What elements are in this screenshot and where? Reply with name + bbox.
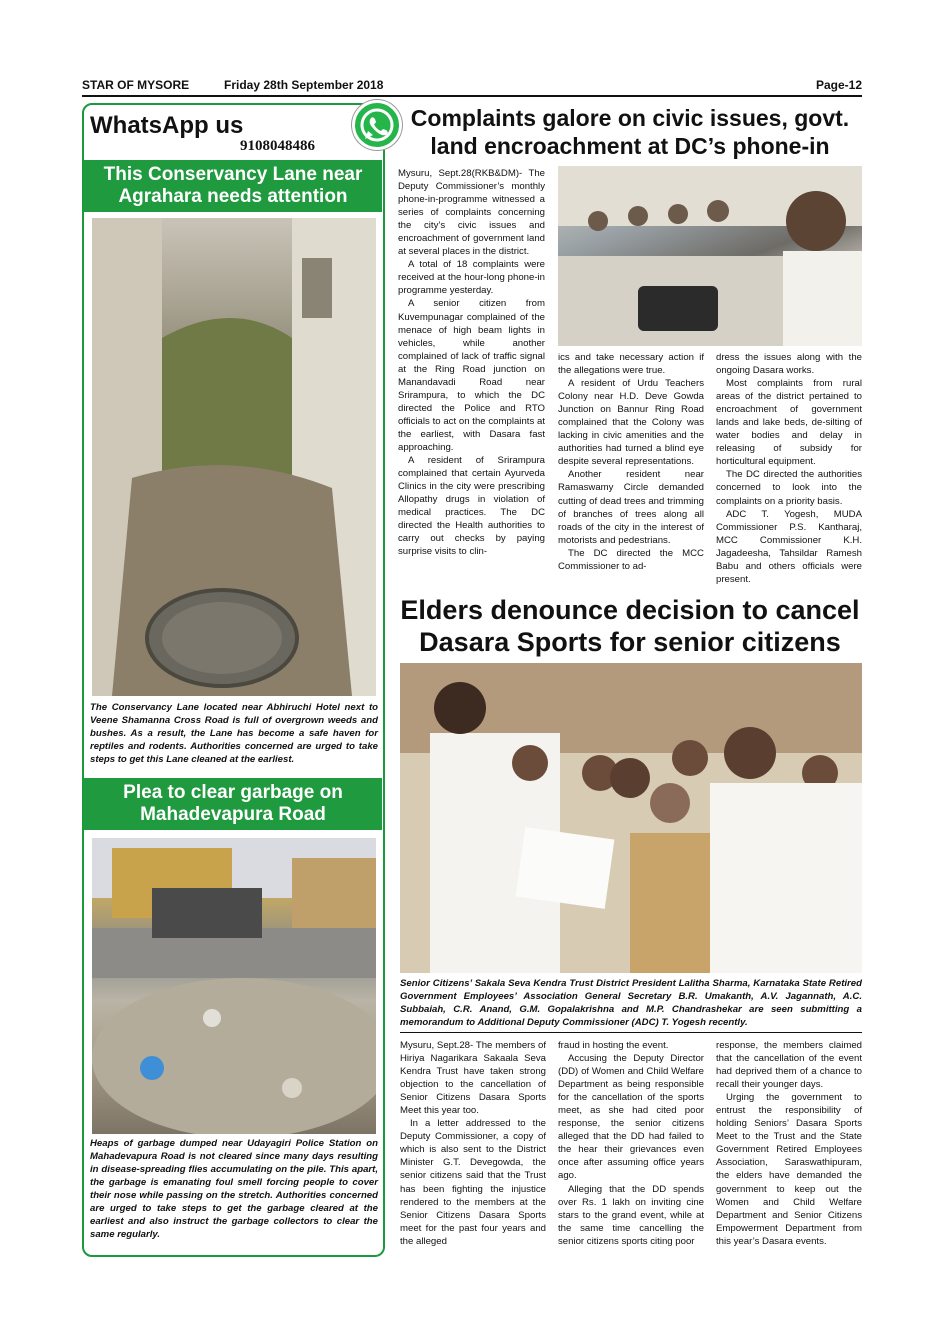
paragraph: The DC directed the authorities concerned to look into the complaints on a priority basis. [716,469,862,507]
garbage-photo [92,838,376,1134]
paragraph: Alleging that the DD spends over Rs. 1 lakh on inviting cine stars to the grand event, while at the same time cancelling the senior citizens sports citing poor [558,1183,704,1247]
masthead [82,78,862,94]
article2-col3 [716,1039,862,1248]
story1-headline: This Conservancy Lane near Agrahara needs attention [84,160,382,212]
article2-headline: Elders denounce decision to cancel Dasara Sports for senior citizens [400,595,860,657]
paragraph: response, the members claimed that the cancellation of the event had deprived them of a chance to recall their younger days. [716,1040,862,1091]
paragraph: Mysuru, Sept.28(RKB&DM)- The Deputy Commissioner’s monthly phone-in-programme witnessed a series of complaints concerning the city’s civic issues and encroachment of government land at several places in the district. [398,168,545,258]
paragraph: Another resident near Ramaswamy Circle demanded cutting of dead trees and trimming of branches of trees along all roads of the city in the interest of motorists and pedestrians. [558,469,704,546]
article1-col1 [398,167,545,558]
paragraph: Mysuru, Sept.28- The members of Hiriya Nagarikara Sakaala Seva Kendra Trust have taken strong objection to the cancellation of Senior Citizens Dasara Sports Meet this year too. [400,1040,546,1117]
whatsapp-title: WhatsApp us [90,112,244,139]
dc-phone-in-photo [558,166,862,346]
paragraph: A resident of Urdu Teachers Colony near H.D. Deve Gowda Junction on Bannur Ring Road complained that the Colony was lacking in civic amenities and the authorities had turned a blind eye despite several representations. [558,378,704,468]
story2-headline: Plea to clear garbage on Mahadevapura Road [84,778,382,830]
masthead-rule [82,95,862,97]
paragraph: ADC T. Yogesh, MUDA Commissioner P.S. Kantharaj, MCC Commissioner K.H. Jagadeesha, Tahsildar Ramesh Babu and others officials were present. [716,508,862,585]
paragraph: The DC directed the MCC Commissioner to ad- [558,547,704,572]
story2-caption: Heaps of garbage dumped near Udayagiri Police Station on Mahadevapura Road is not cleared since many days resulting in disease-spreading flies accumulating on the pile. This apart, the garbage is emanating foul smell forcing people to cover their nose while passing on the stretch. Authorities concerned are urged to take steps to get the garbage cleared at the earliest and also instruct the garbage collectors to clear the same regularly. [90,1138,378,1240]
story1-caption: The Conservancy Lane located near Abhiruchi Hotel next to Veene Shamanna Cross Road is full of overgrown weeds and bushes. As a result, the Lane has become a safe haven for reptiles and rodents. Authorities concerned are urged to take steps to get this Lane cleaned at the earliest. [90,702,378,765]
article1-col2 [558,351,704,573]
article2-caption: Senior Citizens’ Sakala Seva Kendra Trust District President Lalitha Sharma, Karnataka State Retired Government Employees’ Association General Secretary B.R. Umakanth, A.V. Jagannath, A.C. Subbaiah, C.R. Anand, G.M. Gopalakrishna and M.P. Chandrashekar are seen submitting a memorandum to Additional Deputy Commissioner (ADC) T. Yogesh recently. [400,978,862,1028]
paper-name: STAR OF MYSORE [82,78,190,92]
page-number: Page-12 [815,78,862,92]
paragraph: ics and take necessary action if the allegations were true. [558,352,704,377]
paragraph: A resident of Srirampura complained that certain Ayurveda Clinics in the city were prescribing Allopathy drugs in violation of medical practices. The DC directed the Health authorities to carry out checks by paying surprise visits to clin- [398,455,545,558]
article2-col1 [400,1039,546,1248]
paragraph: Urging the government to entrust the responsibility of holding Seniors’ Dasara Sports Meet to the Trust and the State Government Retired Employees Association, Saraswathipuram, the elders have demanded the government to keep out the Women and Child Welfare Department and Senior Citizens Empowerment Department from this year’s Dasara events. [716,1092,862,1247]
article1-headline: Complaints galore on civic issues, govt. land encroachment at DC’s phone-in [410,105,850,159]
paragraph: A senior citizen from Kuvempunagar complained of the menace of high beam lights in vehicles, while another complained of lack of traffic signal at the Ring Road junction on Manandavadi Road near Srirampura, to which the DC directed the Police and RTO officials to act on the complaints at the earliest, with Dasara fast approaching. [398,298,545,453]
paragraph: fraud in hosting the event. [558,1040,669,1051]
whatsapp-phone: 9108048486 [240,138,315,154]
whatsapp-icon [352,100,402,150]
paragraph: In a letter addressed to the Deputy Commissioner, a copy of which is also sent to the District Minister G.T. Devegowda, the senior citizens said that the Trust has been fighting the injustice rendered to the members at the Senior Citizens Dasara Sports meet for the past four years and the alleged [400,1118,546,1247]
caption-rule [400,1032,862,1033]
paragraph: Most complaints from rural areas of the district pertained to encroachment of government lands and lake beds, de-silting of water bodies and delay in releasing of subsidy for horticultural equipment. [716,378,862,468]
article1-col3 [716,351,862,586]
issue-date: Friday 28th September 2018 [224,78,384,92]
paragraph: Accusing the Deputy Director (DD) of Women and Child Welfare Department as being responsible for the cancellation of the sports meet, as she had cited poor response, the senior citizens alleged that the DD had failed to the hear their grievances even once after assuming office years ago. [558,1053,704,1182]
paragraph: dress the issues along with the ongoing Dasara works. [716,352,862,377]
article2-col2 [558,1039,704,1248]
conservancy-lane-photo [92,218,376,696]
paragraph: A total of 18 complaints were received at the hour-long phone-in programme yesterday. [398,259,545,297]
memorandum-photo [400,663,862,973]
